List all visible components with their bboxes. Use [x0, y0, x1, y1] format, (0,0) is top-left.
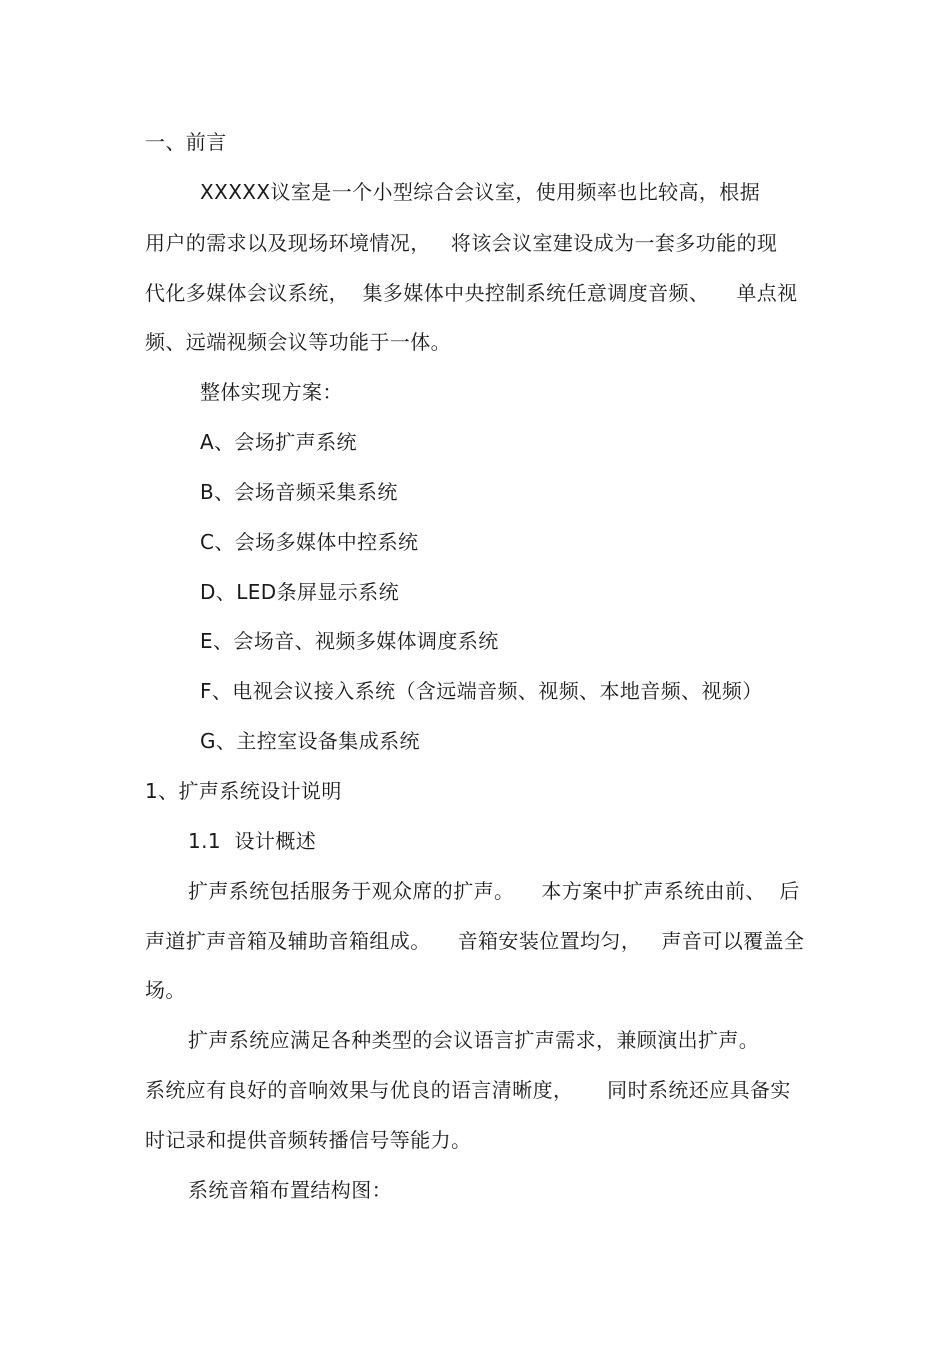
para2-line-2: 系统应有良好的音响效果与优良的语言清晰度， 同时系统还应具备实 [145, 1078, 791, 1102]
para2-line-3: 时记录和提供音频转播信号等能力。 [145, 1128, 472, 1152]
para1-line-1: 扩声系统包括服务于观众席的扩声。 本方案中扩声系统由前、 后 [188, 879, 800, 903]
intro-line-1: XXXXX议室是一个小型综合会议室，使用频率也比较高，根据 [200, 180, 761, 204]
plan-item-f: F、电视会议接入系统（含远端音频、视频、本地音频、视频） [200, 679, 763, 703]
plan-item-a: A、会场扩声系统 [200, 430, 357, 454]
plan-item-e: E、会场音、视频多媒体调度系统 [200, 629, 499, 653]
diagram-caption: 系统音箱布置结构图： [188, 1178, 392, 1202]
section1-heading: 1、扩声系统设计说明 [145, 779, 342, 803]
plan-heading: 整体实现方案： [200, 380, 343, 404]
para1-line-2: 声道扩声音箱及辅助音箱组成。 音箱安装位置均匀， 声音可以覆盖全 [145, 929, 805, 953]
para1-line-3: 场。 [145, 978, 186, 1002]
intro-line-2: 用户的需求以及现场环境情况， 将该会议室建设成为一套多功能的现 [145, 231, 778, 255]
heading-intro: 一、前言 [145, 130, 227, 154]
plan-item-g: G、主控室设备集成系统 [200, 729, 420, 753]
plan-item-b: B、会场音频采集系统 [200, 480, 398, 504]
para2-line-1: 扩声系统应满足各种类型的会议语言扩声需求，兼顾演出扩声。 [188, 1028, 760, 1052]
intro-line-3: 代化多媒体会议系统， 集多媒体中央控制系统任意调度音频、 单点视 [145, 281, 798, 305]
intro-line-4: 频、远端视频会议等功能于一体。 [145, 330, 451, 354]
plan-item-c: C、会场多媒体中控系统 [200, 530, 419, 554]
plan-item-d: D、LED条屏显示系统 [200, 580, 399, 604]
section1-1-heading: 1.1 设计概述 [188, 829, 317, 853]
